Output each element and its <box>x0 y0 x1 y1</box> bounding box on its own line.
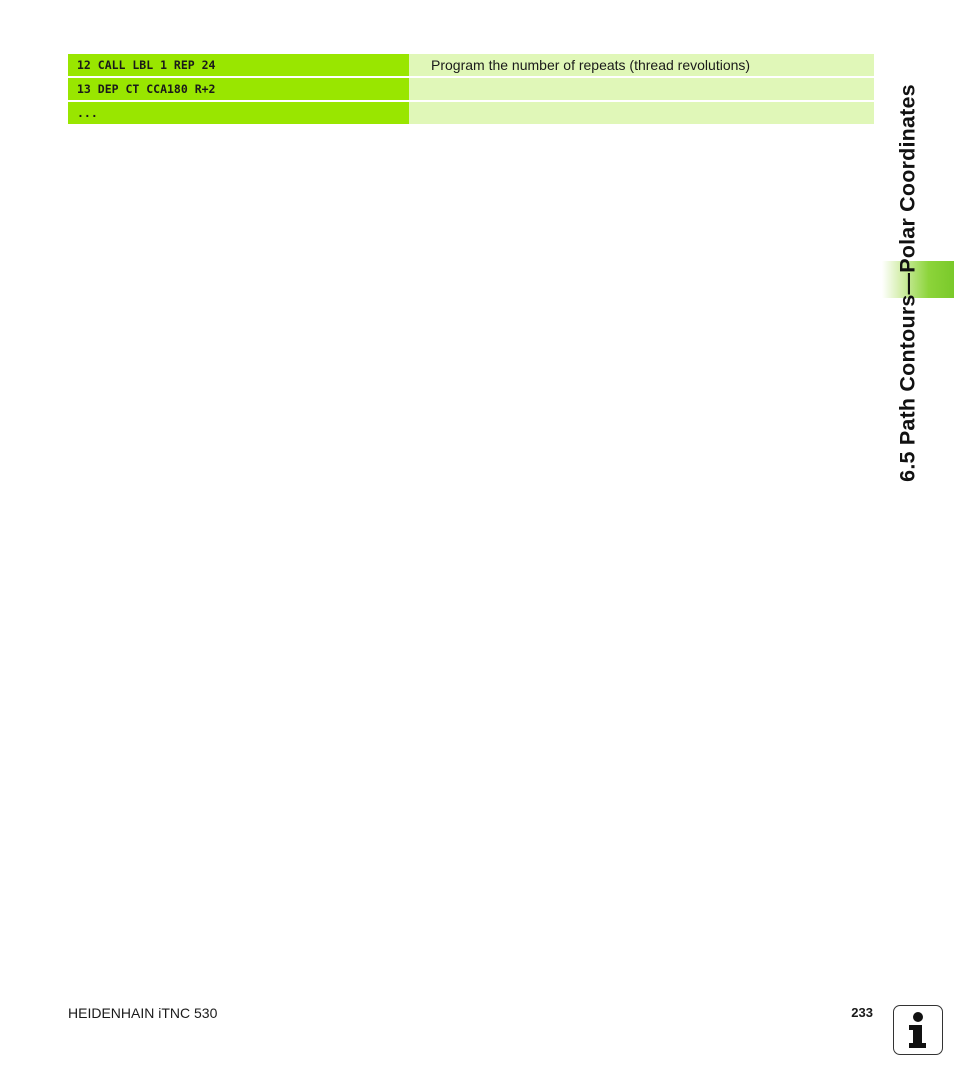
nc-code-cell: ... <box>68 102 409 124</box>
nc-code-cell: 12 CALL LBL 1 REP 24 <box>68 54 409 76</box>
info-icon <box>893 1005 943 1055</box>
nc-description-cell <box>409 78 874 100</box>
nc-description-cell: Program the number of repeats (thread revolutions) <box>409 54 874 76</box>
table-row <box>68 54 874 76</box>
nc-code-cell: 13 DEP CT CCA180 R+2 <box>68 78 409 100</box>
table-row <box>68 102 874 124</box>
page-number: 233 <box>851 1005 873 1020</box>
footer-product-name: HEIDENHAIN iTNC 530 <box>68 1005 218 1021</box>
section-title-text: 6.5 Path Contours—Polar Coordinates <box>895 84 920 482</box>
nc-description-cell <box>409 102 874 124</box>
nc-program-table <box>68 54 874 126</box>
table-row <box>68 78 874 100</box>
